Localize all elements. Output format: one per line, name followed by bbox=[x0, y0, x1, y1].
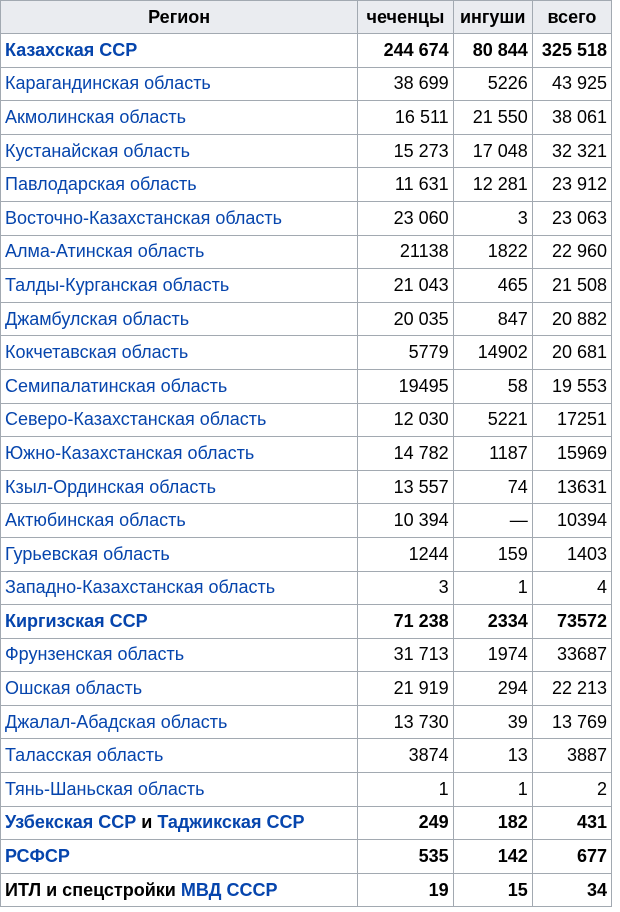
region-link[interactable]: Фрунзенская область bbox=[5, 644, 185, 665]
cell-total: 431 bbox=[532, 806, 611, 840]
region-link[interactable]: Казахская ССР bbox=[5, 39, 138, 60]
table-row bbox=[1, 437, 612, 471]
cell-ingush: — bbox=[453, 504, 532, 538]
cell-ingush: 1822 bbox=[453, 235, 532, 269]
region-link[interactable]: Талды-Курганская область bbox=[5, 274, 230, 295]
cell-chechens: 21 919 bbox=[358, 672, 453, 706]
table-row bbox=[1, 705, 612, 739]
region-cell bbox=[1, 235, 358, 269]
table-body bbox=[1, 34, 612, 907]
region-cell bbox=[1, 739, 358, 773]
table-row bbox=[1, 638, 612, 672]
cell-total: 22 213 bbox=[532, 672, 611, 706]
region-cell bbox=[1, 369, 358, 403]
region-text: ИТЛ и спецстройки bbox=[5, 879, 181, 900]
cell-chechens: 19 bbox=[358, 873, 453, 907]
cell-chechens: 21138 bbox=[358, 235, 453, 269]
cell-total: 1403 bbox=[532, 537, 611, 571]
region-cell bbox=[1, 638, 358, 672]
region-link[interactable]: Южно-Казахстанская область bbox=[5, 442, 255, 463]
header-chechens[interactable]: чеченцы bbox=[358, 1, 453, 34]
cell-chechens: 3874 bbox=[358, 739, 453, 773]
cell-total: 3887 bbox=[532, 739, 611, 773]
header-ingush[interactable]: ингуши bbox=[453, 1, 532, 34]
cell-ingush: 58 bbox=[453, 369, 532, 403]
region-cell bbox=[1, 101, 358, 135]
cell-ingush: 1974 bbox=[453, 638, 532, 672]
region-cell bbox=[1, 840, 358, 874]
region-link[interactable]: МВД СССР bbox=[180, 879, 278, 900]
region-cell bbox=[1, 403, 358, 437]
table-row bbox=[1, 571, 612, 605]
region-cell bbox=[1, 437, 358, 471]
cell-chechens: 10 394 bbox=[358, 504, 453, 538]
cell-chechens: 1244 bbox=[358, 537, 453, 571]
region-link[interactable]: Кокчетавская область bbox=[5, 342, 189, 363]
cell-total: 13 769 bbox=[532, 705, 611, 739]
cell-ingush: 1187 bbox=[453, 437, 532, 471]
cell-total: 22 960 bbox=[532, 235, 611, 269]
region-link[interactable]: Кзыл-Ординская область bbox=[5, 476, 216, 497]
cell-chechens: 19495 bbox=[358, 369, 453, 403]
cell-ingush: 3 bbox=[453, 201, 532, 235]
cell-total: 15969 bbox=[532, 437, 611, 471]
cell-chechens: 11 631 bbox=[358, 168, 453, 202]
table-row bbox=[1, 672, 612, 706]
region-link[interactable]: Гурьевская область bbox=[5, 543, 170, 564]
table-row bbox=[1, 235, 612, 269]
cell-total: 19 553 bbox=[532, 369, 611, 403]
region-link[interactable]: Джалал-Абадская область bbox=[5, 711, 228, 732]
cell-total: 13631 bbox=[532, 470, 611, 504]
cell-ingush: 74 bbox=[453, 470, 532, 504]
region-cell bbox=[1, 201, 358, 235]
cell-total: 17251 bbox=[532, 403, 611, 437]
region-link[interactable]: Джамбулская область bbox=[5, 308, 190, 329]
region-cell bbox=[1, 302, 358, 336]
region-cell bbox=[1, 537, 358, 571]
cell-chechens: 13 730 bbox=[358, 705, 453, 739]
cell-total: 23 912 bbox=[532, 168, 611, 202]
cell-total: 2 bbox=[532, 773, 611, 807]
region-cell bbox=[1, 705, 358, 739]
table-row bbox=[1, 302, 612, 336]
region-cell bbox=[1, 873, 358, 907]
cell-chechens: 20 035 bbox=[358, 302, 453, 336]
region-link[interactable]: Карагандинская область bbox=[5, 73, 211, 94]
cell-chechens: 13 557 bbox=[358, 470, 453, 504]
cell-chechens: 31 713 bbox=[358, 638, 453, 672]
region-link[interactable]: Семипалатинская область bbox=[5, 375, 228, 396]
cell-total: 677 bbox=[532, 840, 611, 874]
region-cell bbox=[1, 806, 358, 840]
table-row bbox=[1, 336, 612, 370]
table-row bbox=[1, 269, 612, 303]
cell-ingush: 294 bbox=[453, 672, 532, 706]
cell-chechens: 3 bbox=[358, 571, 453, 605]
cell-chechens: 15 273 bbox=[358, 134, 453, 168]
table-row bbox=[1, 201, 612, 235]
cell-total: 4 bbox=[532, 571, 611, 605]
cell-ingush: 15 bbox=[453, 873, 532, 907]
region-text: и bbox=[136, 812, 158, 833]
table-row bbox=[1, 773, 612, 807]
region-link[interactable]: Киргизская ССР bbox=[5, 610, 148, 631]
cell-total: 38 061 bbox=[532, 101, 611, 135]
table-row bbox=[1, 504, 612, 538]
cell-ingush: 13 bbox=[453, 739, 532, 773]
region-link[interactable]: Западно-Казахстанская область bbox=[5, 577, 276, 598]
cell-ingush: 14902 bbox=[453, 336, 532, 370]
region-link[interactable]: Алма-Атинская область bbox=[5, 241, 205, 262]
region-link[interactable]: Северо-Казахстанская область bbox=[5, 409, 267, 430]
header-total[interactable]: всего bbox=[532, 1, 611, 34]
cell-chechens: 23 060 bbox=[358, 201, 453, 235]
cell-chechens: 12 030 bbox=[358, 403, 453, 437]
region-link[interactable]: РСФСР bbox=[5, 846, 70, 867]
cell-chechens: 71 238 bbox=[358, 605, 453, 639]
cell-ingush: 80 844 bbox=[453, 34, 532, 68]
region-link[interactable]: Кустанайская область bbox=[5, 140, 191, 161]
region-cell bbox=[1, 773, 358, 807]
cell-total: 20 681 bbox=[532, 336, 611, 370]
cell-ingush: 17 048 bbox=[453, 134, 532, 168]
region-cell bbox=[1, 269, 358, 303]
cell-total: 34 bbox=[532, 873, 611, 907]
cell-total: 325 518 bbox=[532, 34, 611, 68]
cell-total: 43 925 bbox=[532, 67, 611, 101]
cell-chechens: 249 bbox=[358, 806, 453, 840]
region-link[interactable]: Павлодарская область bbox=[5, 174, 197, 195]
region-cell bbox=[1, 67, 358, 101]
cell-chechens: 244 674 bbox=[358, 34, 453, 68]
table-header bbox=[1, 1, 612, 34]
region-link[interactable]: Акмолинская область bbox=[5, 106, 187, 127]
region-cell bbox=[1, 470, 358, 504]
region-cell bbox=[1, 34, 358, 68]
cell-total: 10394 bbox=[532, 504, 611, 538]
cell-ingush: 21 550 bbox=[453, 101, 532, 135]
cell-ingush: 1 bbox=[453, 571, 532, 605]
region-cell bbox=[1, 571, 358, 605]
cell-ingush: 847 bbox=[453, 302, 532, 336]
table-row bbox=[1, 873, 612, 907]
cell-chechens: 21 043 bbox=[358, 269, 453, 303]
cell-ingush: 159 bbox=[453, 537, 532, 571]
region-cell bbox=[1, 504, 358, 538]
table-row bbox=[1, 840, 612, 874]
table-row bbox=[1, 537, 612, 571]
table-row bbox=[1, 168, 612, 202]
cell-total: 21 508 bbox=[532, 269, 611, 303]
table-row bbox=[1, 403, 612, 437]
table-row bbox=[1, 806, 612, 840]
cell-chechens: 5779 bbox=[358, 336, 453, 370]
region-link[interactable]: Тянь-Шаньская область bbox=[5, 778, 205, 799]
header-row bbox=[1, 1, 612, 34]
cell-chechens: 535 bbox=[358, 840, 453, 874]
table-row bbox=[1, 67, 612, 101]
cell-ingush: 182 bbox=[453, 806, 532, 840]
cell-total: 73572 bbox=[532, 605, 611, 639]
table-row bbox=[1, 101, 612, 135]
cell-ingush: 465 bbox=[453, 269, 532, 303]
cell-total: 32 321 bbox=[532, 134, 611, 168]
cell-ingush: 2334 bbox=[453, 605, 532, 639]
table-row bbox=[1, 134, 612, 168]
cell-chechens: 38 699 bbox=[358, 67, 453, 101]
cell-ingush: 142 bbox=[453, 840, 532, 874]
cell-chechens: 14 782 bbox=[358, 437, 453, 471]
region-link[interactable]: Восточно-Казахстанская область bbox=[5, 207, 283, 228]
table-row bbox=[1, 34, 612, 68]
cell-chechens: 16 511 bbox=[358, 101, 453, 135]
table-row bbox=[1, 369, 612, 403]
region-link[interactable]: Актюбинская область bbox=[5, 510, 186, 531]
table-row bbox=[1, 470, 612, 504]
cell-ingush: 5226 bbox=[453, 67, 532, 101]
header-region[interactable]: Регион bbox=[1, 1, 358, 34]
cell-ingush: 1 bbox=[453, 773, 532, 807]
region-cell bbox=[1, 134, 358, 168]
region-link[interactable]: Ошская область bbox=[5, 678, 143, 699]
region-link[interactable]: Таджикская ССР bbox=[157, 812, 305, 833]
cell-ingush: 12 281 bbox=[453, 168, 532, 202]
region-cell bbox=[1, 168, 358, 202]
cell-chechens: 1 bbox=[358, 773, 453, 807]
region-cell bbox=[1, 605, 358, 639]
region-link[interactable]: Узбекская ССР bbox=[5, 812, 137, 833]
cell-ingush: 5221 bbox=[453, 403, 532, 437]
region-cell bbox=[1, 336, 358, 370]
region-cell bbox=[1, 672, 358, 706]
cell-ingush: 39 bbox=[453, 705, 532, 739]
table-row bbox=[1, 739, 612, 773]
cell-total: 23 063 bbox=[532, 201, 611, 235]
cell-total: 33687 bbox=[532, 638, 611, 672]
cell-total: 20 882 bbox=[532, 302, 611, 336]
region-link[interactable]: Таласская область bbox=[5, 745, 164, 766]
table-row bbox=[1, 605, 612, 639]
